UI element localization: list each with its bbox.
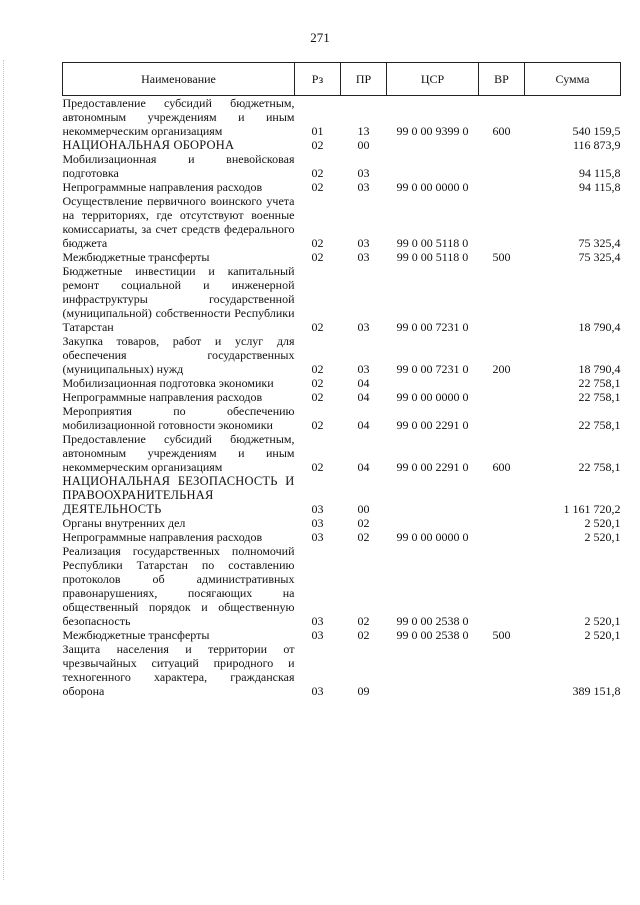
row-pr-cell: 03 (357, 320, 370, 334)
row-name-cell: Непрограммные направления расходов (62, 530, 263, 544)
table-row (63, 334, 621, 376)
row-rz-cell: 02 (311, 418, 324, 432)
table-row (63, 96, 621, 139)
row-sum-cell: 2 520,1 (584, 614, 621, 628)
row-vr-cell (479, 544, 525, 628)
table-row (63, 250, 621, 264)
row-vr-cell (479, 180, 525, 194)
row-sum-cell: 22 758,1 (578, 418, 621, 432)
row-sum-cell: 22 758,1 (578, 376, 621, 390)
row-vr-cell: 200 (492, 362, 511, 376)
row-rz-cell: 02 (311, 166, 324, 180)
row-pr-cell: 04 (357, 390, 370, 404)
row-name-cell: Межбюджетные трансферты (62, 628, 210, 642)
row-pr-cell: 00 (357, 138, 370, 152)
table-body (63, 96, 621, 699)
row-vr-cell: 600 (492, 124, 511, 138)
row-csr-cell: 99 0 00 0000 0 (396, 180, 469, 194)
table-row (63, 376, 621, 390)
row-csr-cell (387, 474, 479, 516)
column-header-vr: ВР (479, 63, 525, 96)
row-rz-cell: 02 (311, 138, 324, 152)
row-csr-cell (387, 516, 479, 530)
row-vr-cell (479, 390, 525, 404)
row-pr-cell: 03 (357, 250, 370, 264)
row-vr-cell (479, 264, 525, 334)
row-name-cell: Непрограммные направления расходов (62, 180, 263, 194)
row-csr-cell (387, 138, 479, 152)
row-csr-cell: 99 0 00 2291 0 (396, 418, 469, 432)
table-row (63, 390, 621, 404)
row-sum-cell: 22 758,1 (578, 460, 621, 474)
row-rz-cell: 02 (311, 236, 324, 250)
row-csr-cell: 99 0 00 7231 0 (396, 362, 469, 376)
row-sum-cell: 116 873,9 (572, 138, 621, 152)
row-rz-cell: 03 (311, 502, 324, 516)
row-name-cell: Мобилизационная подготовка экономики (62, 376, 274, 390)
row-csr-cell (387, 376, 479, 390)
table-row (63, 474, 621, 516)
row-pr-cell: 02 (357, 516, 370, 530)
row-csr-cell: 99 0 00 5118 0 (396, 236, 469, 250)
row-csr-cell: 99 0 00 0000 0 (396, 390, 469, 404)
table-row (63, 152, 621, 180)
row-csr-cell (387, 152, 479, 180)
row-vr-cell (479, 152, 525, 180)
row-rz-cell: 03 (311, 530, 324, 544)
table-row (63, 138, 621, 152)
row-csr-cell: 99 0 00 0000 0 (396, 530, 469, 544)
row-csr-cell: 99 0 00 9399 0 (396, 124, 469, 138)
row-sum-cell: 75 325,4 (578, 236, 621, 250)
row-sum-cell: 75 325,4 (578, 250, 621, 264)
row-sum-cell: 540 159,5 (572, 124, 621, 138)
row-name-cell: НАЦИОНАЛЬНАЯ ОБОРОНА (62, 138, 235, 152)
binding-margin (3, 60, 6, 880)
row-csr-cell: 99 0 00 5118 0 (396, 250, 469, 264)
row-name-cell: Мобилизационная и вневойсковая подготовка (62, 152, 295, 180)
table-row (63, 194, 621, 250)
column-header-pr: ПР (341, 63, 387, 96)
row-rz-cell: 02 (311, 376, 324, 390)
row-name-cell: НАЦИОНАЛЬНАЯ БЕЗОПАСНОСТЬ И ПРАВООХРАНИТЕЛЬНАЯ ДЕЯТЕЛЬНОСТЬ (62, 474, 295, 516)
row-sum-cell: 18 790,4 (578, 320, 621, 334)
row-sum-cell: 2 520,1 (584, 530, 621, 544)
row-pr-cell: 02 (357, 628, 370, 642)
row-pr-cell: 02 (357, 530, 370, 544)
row-rz-cell: 02 (311, 390, 324, 404)
row-pr-cell: 09 (357, 684, 370, 698)
row-name-cell: Реализация государственных полномочий Республики Татарстан по составлению протоколов об административных правонарушениях, посягающих на общественный порядок и общественную безопасность (62, 544, 295, 628)
budget-table (62, 62, 621, 698)
row-pr-cell: 04 (357, 376, 370, 390)
row-pr-cell: 03 (357, 180, 370, 194)
row-vr-cell (479, 376, 525, 390)
row-vr-cell: 500 (492, 250, 511, 264)
table-row (63, 516, 621, 530)
row-sum-cell: 22 758,1 (578, 390, 621, 404)
row-csr-cell: 99 0 00 2538 0 (396, 614, 469, 628)
row-csr-cell: 99 0 00 7231 0 (396, 320, 469, 334)
row-pr-cell: 02 (357, 614, 370, 628)
row-rz-cell: 03 (311, 628, 324, 642)
row-vr-cell (479, 194, 525, 250)
page-number: 271 (310, 30, 330, 45)
row-csr-cell: 99 0 00 2538 0 (396, 628, 469, 642)
row-sum-cell: 94 115,8 (578, 180, 621, 194)
table-header-row (63, 63, 621, 96)
row-rz-cell: 03 (311, 516, 324, 530)
column-header-name: Наименование (63, 63, 295, 96)
row-rz-cell: 02 (311, 180, 324, 194)
column-header-sum: Сумма (525, 63, 621, 96)
row-csr-cell: 99 0 00 2291 0 (396, 460, 469, 474)
row-sum-cell: 1 161 720,2 (563, 502, 621, 516)
row-rz-cell: 02 (311, 250, 324, 264)
row-sum-cell: 2 520,1 (584, 516, 621, 530)
row-vr-cell (479, 404, 525, 432)
row-vr-cell (479, 642, 525, 698)
row-sum-cell: 389 151,8 (572, 684, 621, 698)
row-rz-cell: 01 (311, 124, 324, 138)
row-sum-cell: 94 115,8 (578, 166, 621, 180)
row-rz-cell: 03 (311, 684, 324, 698)
row-rz-cell: 02 (311, 362, 324, 376)
table-row (63, 544, 621, 628)
row-pr-cell: 00 (357, 502, 370, 516)
table-row (63, 404, 621, 432)
table-row (63, 642, 621, 698)
table-row (63, 530, 621, 544)
column-header-rz: Рз (295, 63, 341, 96)
row-name-cell: Предоставление субсидий бюджетным, автономным учреждениям и иным некоммерческим организациям (62, 96, 295, 138)
row-pr-cell: 04 (357, 418, 370, 432)
table-row (63, 628, 621, 642)
row-vr-cell (479, 474, 525, 516)
row-pr-cell: 04 (357, 460, 370, 474)
row-vr-cell: 500 (492, 628, 511, 642)
row-vr-cell (479, 530, 525, 544)
row-pr-cell: 13 (357, 124, 370, 138)
row-vr-cell (479, 516, 525, 530)
row-name-cell: Бюджетные инвестиции и капитальный ремонт социальной и инженерной инфраструктуры государственной (муниципальной) собственности Республики Татарстан (62, 264, 295, 334)
row-name-cell: Межбюджетные трансферты (62, 250, 210, 264)
row-pr-cell: 03 (357, 166, 370, 180)
column-header-csr: ЦСР (387, 63, 479, 96)
row-name-cell: Защита населения и территории от чрезвычайных ситуаций природного и техногенного характера, гражданская оборона (62, 642, 295, 698)
row-sum-cell: 2 520,1 (584, 628, 621, 642)
row-name-cell: Предоставление субсидий бюджетным, автономным учреждениям и иным некоммерческим организациям (62, 432, 295, 474)
row-name-cell: Осуществление первичного воинского учета на территориях, где отсутствуют военные комиссариаты, за счет средств федерального бюджета (62, 194, 295, 250)
table-row (63, 264, 621, 334)
row-sum-cell: 18 790,4 (578, 362, 621, 376)
table-row (63, 432, 621, 474)
table-row (63, 180, 621, 194)
row-name-cell: Мероприятия по обеспечению мобилизационной готовности экономики (62, 404, 295, 432)
row-rz-cell: 03 (311, 614, 324, 628)
row-name-cell: Непрограммные направления расходов (62, 390, 263, 404)
row-name-cell: Органы внутренних дел (62, 516, 186, 530)
row-rz-cell: 02 (311, 320, 324, 334)
row-pr-cell: 03 (357, 236, 370, 250)
row-csr-cell (387, 642, 479, 698)
row-name-cell: Закупка товаров, работ и услуг для обеспечения государственных (муниципальных) нужд (62, 334, 295, 376)
row-pr-cell: 03 (357, 362, 370, 376)
row-vr-cell (479, 138, 525, 152)
row-rz-cell: 02 (311, 460, 324, 474)
row-vr-cell: 600 (492, 460, 511, 474)
